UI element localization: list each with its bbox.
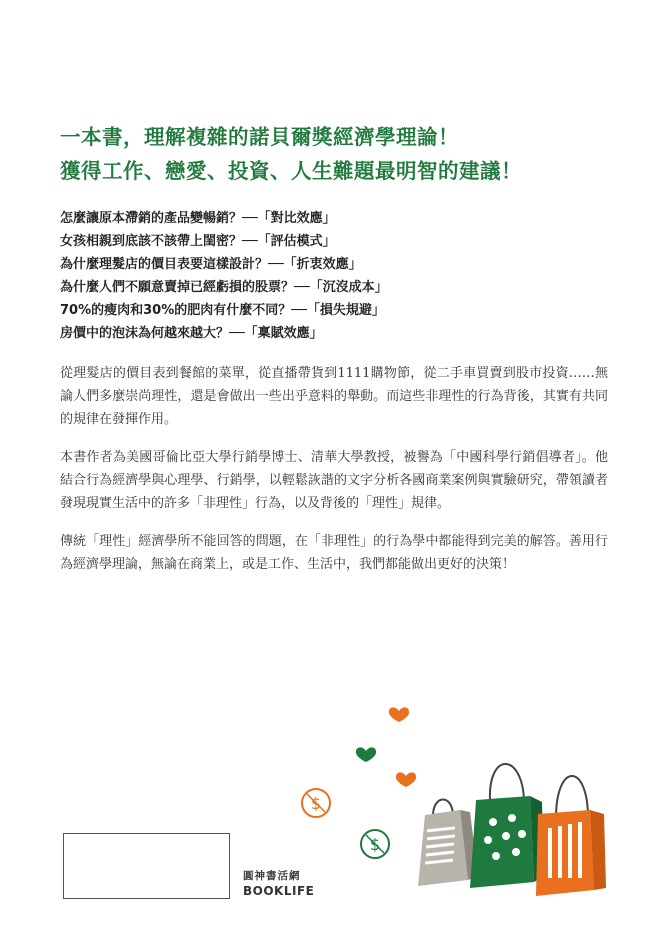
heart-icon <box>356 747 376 762</box>
headline-line-1: 一本書，理解複雜的諾貝爾獎經濟學理論！ <box>60 125 459 149</box>
question-item: 70%的瘦肉和30%的肥肉有什麼不同？──「損失規避」 <box>60 303 385 318</box>
grey-shopping-bag <box>418 800 478 887</box>
heart-icon <box>389 707 409 722</box>
orange-shopping-bag <box>536 776 606 896</box>
dollar-coin-icon <box>302 789 330 817</box>
description <box>60 362 608 591</box>
svg-text:$: $ <box>310 794 322 813</box>
shopping-bags-illustration <box>290 690 663 932</box>
dollar-coin-icon <box>361 830 389 858</box>
headline-line-2: 獲得工作、戀愛、投資、人生難題最明智的建議！ <box>60 159 522 183</box>
description-paragraph: 從理髮店的價目表到餐館的菜單，從直播帶貨到1111購物節，從二手車買賣到股市投資……無論人們多麼崇尚理性，還是會做出一些出乎意料的舉動。而這些非理性的行為背後，其實有共同的規律在發揮作用。 <box>60 366 608 427</box>
question-list <box>60 207 620 345</box>
svg-text:$: $ <box>369 835 381 854</box>
question-item: 為什麼人們不願意賣掉已經虧損的股票？──「沉沒成本」 <box>60 280 388 295</box>
description-paragraph: 傳統「理性」經濟學所不能回答的問題，在「非理性」的行為學中都能得到完美的解答。善用行為經濟學理論，無論在商業上，或是工作、生活中，我們都能做出更好的決策！ <box>60 534 608 572</box>
question-item: 女孩相親到底該不該帶上閨密？──「評估模式」 <box>60 234 336 249</box>
heart-icon <box>396 772 416 787</box>
green-shopping-bag <box>470 764 544 888</box>
question-item: 為什麼理髮店的價目表要這樣設計？──「折衷效應」 <box>60 257 362 272</box>
question-item: 怎麼讓原本滯銷的產品變暢銷？──「對比效應」 <box>60 211 336 226</box>
barcode-box <box>63 833 230 899</box>
publisher-name-cn: 圓神書活網 <box>243 870 301 882</box>
publisher-name-en: BOOKLIFE <box>243 884 315 898</box>
headline <box>60 120 620 188</box>
question-item: 房價中的泡沫為何越來越大？──「稟賦效應」 <box>60 326 323 341</box>
description-paragraph: 本書作者為美國哥倫比亞大學行銷學博士、清華大學教授，被譽為「中國科學行銷倡導者」。他結合行為經濟學與心理學、行銷學，以輕鬆詼諧的文字分析各國商業案例與實驗研究，帶領讀者發現現實生活中的許多「非理性」行為，以及背後的「理性」規律。 <box>60 450 608 511</box>
